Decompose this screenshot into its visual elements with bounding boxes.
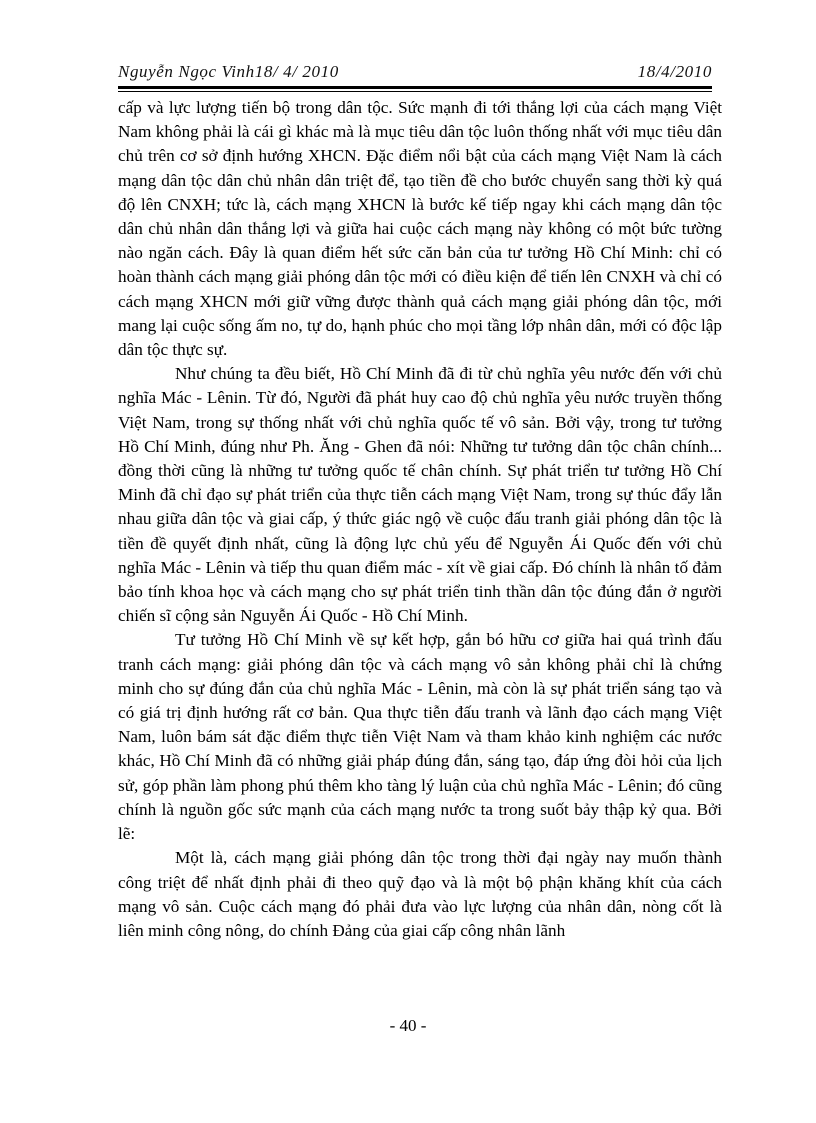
header-rule-thin <box>118 91 712 92</box>
body-paragraph-2: Như chúng ta đều biết, Hồ Chí Minh đã đi từ chủ nghĩa yêu nước đến với chủ nghĩa Mác - Lênin. Từ đó, Người đã phát huy cao độ chủ nghĩa yêu nước truyền thống Việt Nam, trong sự thống nhất với chủ nghĩa quốc tế vô sản. Bởi vậy, trong tư tưởng Hồ Chí Minh, đúng như Ph. Ăng - Ghen đã nói: Những tư tưởng dân tộc chân chính... đồng thời cũng là những tư tưởng quốc tế chân chính. Sự phát triển tư tưởng Hồ Chí Minh đã chỉ đạo sự phát triển của thực tiễn cách mạng Việt Nam, trong sự thúc đẩy lẫn nhau giữa dân tộc và giai cấp, ý thức giác ngộ về cuộc đấu tranh giải phóng dân tộc là tiền đề quyết định nhất, cũng là động lực chủ yếu để Nguyễn Ái Quốc đến với chủ nghĩa Mác - Lênin và tiếp thu quan điểm mác - xít về giai cấp. Đó chính là nhân tố đảm bảo tính khoa học và cách mạng cho sự phát triển tinh thần dân tộc đúng đắn ở người chiến sĩ cộng sản Nguyễn Ái Quốc - Hồ Chí Minh. <box>118 364 722 626</box>
body-paragraph-4: Một là, cách mạng giải phóng dân tộc trong thời đại ngày nay muốn thành công triệt để nhất định phải đi theo quỹ đạo và là một bộ phận khăng khít của cách mạng vô sản. Cuộc cách mạng đó phải đưa vào lực lượng của nhân dân, nòng cốt là liên minh công nông, do chính Đảng của giai cấp công nhân lãnh <box>118 848 722 940</box>
page-body <box>118 96 722 943</box>
header-rule-thick <box>118 86 712 89</box>
header-author-date: Nguyễn Ngọc Vinh18/ 4/ 2010 <box>118 62 339 81</box>
page-header <box>118 58 712 86</box>
body-paragraph-3: Tư tưởng Hồ Chí Minh về sự kết hợp, gắn bó hữu cơ giữa hai quá trình đấu tranh cách mạng: giải phóng dân tộc và cách mạng vô sản không phải chỉ là chứng minh cho sự đúng đắn của chủ nghĩa Mác - Lênin, mà còn là sự phát triển sáng tạo và có giá trị định hướng rất cơ bản. Qua thực tiễn đấu tranh và lãnh đạo cách mạng Việt Nam, luôn bám sát đặc điểm thực tiễn Việt Nam và tham khảo kinh nghiệm các nước khác, Hồ Chí Minh đã có những giải pháp đúng đắn, sáng tạo, đáp ứng đòi hỏi của lịch sử, góp phần làm phong phú thêm kho tàng lý luận của chủ nghĩa Mác - Lênin; đó cũng chính là nguồn gốc sức mạnh của cách mạng nước ta trong suốt bảy thập kỷ qua. Bởi lẽ: <box>118 630 722 844</box>
header-date: 18/4/2010 <box>637 62 712 81</box>
body-paragraph-1: cấp và lực lượng tiến bộ trong dân tộc. Sức mạnh đi tới thắng lợi của cách mạng Việt Nam không phải là cái gì khác mà là mục tiêu dân tộc luôn thống nhất với mục tiêu dân chủ trên cơ sở định hướng XHCN. Đặc điểm nổi bật của cách mạng Việt Nam là cách mạng dân tộc dân chủ nhân dân triệt để, tạo tiền đề cho bước chuyển sang thời kỳ quá độ lên CNXH; tức là, cách mạng XHCN là bước kế tiếp ngay khi cách mạng dân tộc dân chủ nhân dân thắng lợi và giữa hai cuộc cách mạng này không có một bức tường nào ngăn cách. Đây là quan điểm hết sức căn bản của tư tưởng Hồ Chí Minh: chỉ có hoàn thành cách mạng giải phóng dân tộc mới có điều kiện để tiến lên CNXH và chỉ có cách mạng XHCN mới giữ vững được thành quả cách mạng giải phóng dân tộc, mới mang lại cuộc sống ấm no, tự do, hạnh phúc cho mọi tầng lớp nhân dân, mới có độc lập dân tộc thực sự. <box>118 98 722 360</box>
page-number: - 40 - <box>389 1016 427 1035</box>
